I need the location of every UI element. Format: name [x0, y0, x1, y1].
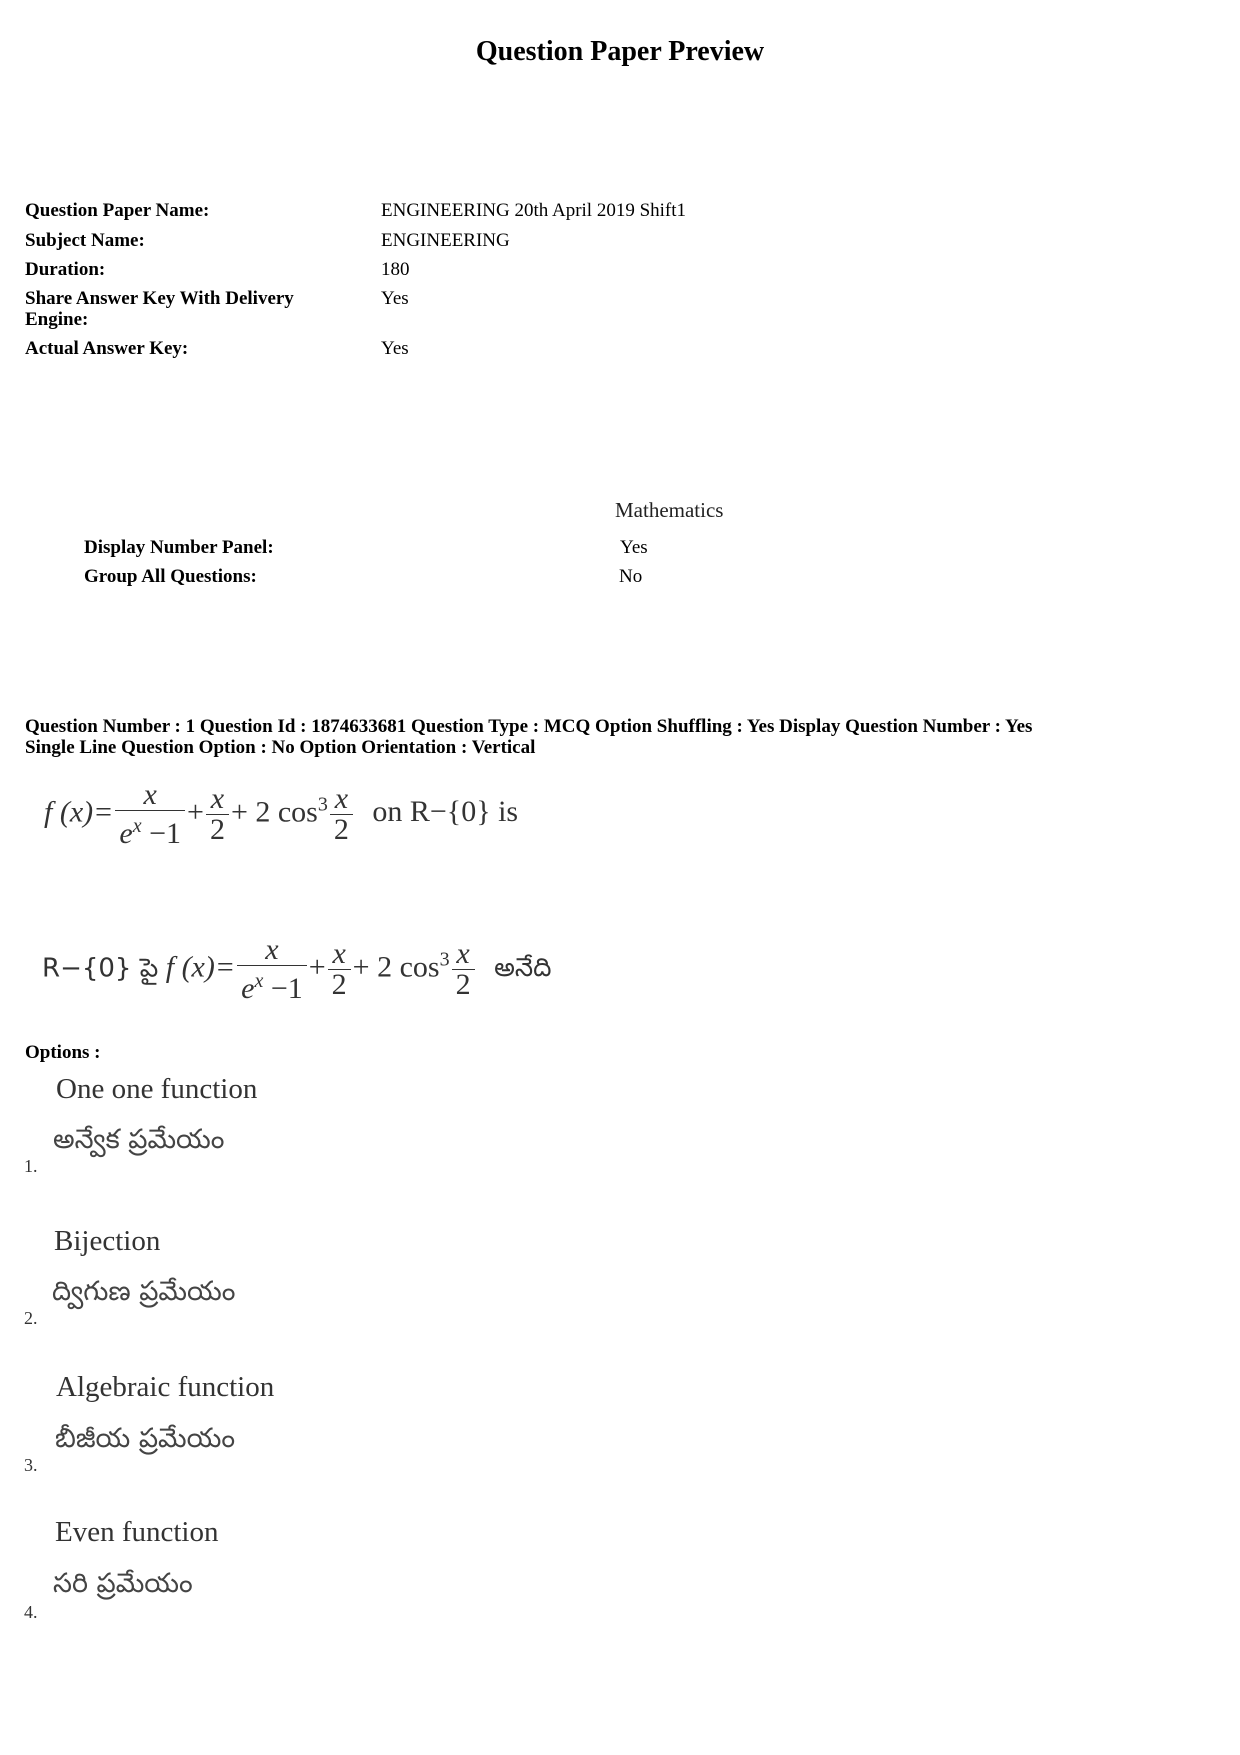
- section-name: Mathematics: [615, 498, 724, 522]
- fraction-3-denominator: 2: [333, 813, 349, 846]
- share-answer-key-value: Yes: [381, 288, 409, 309]
- telugu-fraction-1-numerator: x: [237, 935, 307, 966]
- option-3-telugu: బీజీయ ప్రమేయం: [55, 1423, 236, 1454]
- fraction-1: [115, 780, 185, 849]
- subject-name-value: ENGINEERING: [381, 230, 510, 251]
- paper-name-label: Question Paper Name:: [25, 200, 210, 221]
- subject-name-label: Subject Name:: [25, 230, 145, 251]
- telugu-fraction-3: [452, 939, 475, 1000]
- duration-label: Duration:: [25, 259, 106, 280]
- telugu-cube-exponent: 3: [439, 948, 450, 971]
- plus-sign: +: [187, 795, 204, 829]
- option-2-number: 2.: [24, 1308, 38, 1328]
- option-3-english: Algebraic function: [56, 1371, 275, 1403]
- fraction-1-denominator: $e^x -1$: [119, 815, 182, 850]
- telugu-fraction-2-denominator: 2: [331, 968, 347, 1001]
- telugu-cos-term: + 2 cos: [352, 950, 440, 984]
- group-all-questions-value: No: [619, 566, 643, 587]
- option-4-telugu: సరి ప్రమేయం: [53, 1568, 193, 1599]
- option-2-english: Bijection: [54, 1225, 161, 1257]
- telugu-fraction-3-numerator: x: [452, 939, 475, 970]
- telugu-fraction-1: [237, 935, 307, 1004]
- actual-answer-key-value: Yes: [381, 338, 409, 359]
- fraction-3-numerator: x: [330, 784, 353, 815]
- fraction-2-denominator: 2: [209, 813, 225, 846]
- option-4-english: Even function: [55, 1516, 219, 1548]
- telugu-plus-sign: +: [308, 950, 326, 984]
- formula-lhs: f (x)=: [44, 795, 114, 829]
- telugu-fraction-2: [328, 939, 351, 1000]
- telugu-fraction-3-denominator: 2: [455, 968, 471, 1001]
- display-number-panel-value: Yes: [620, 537, 648, 558]
- option-3-number: 3.: [24, 1455, 38, 1475]
- formula-tail: on R−{0} is: [372, 795, 519, 829]
- fraction-2-numerator: x: [206, 784, 229, 815]
- telugu-formula-lhs: f (x)=: [165, 950, 236, 984]
- telugu-tail: అనేది: [494, 953, 552, 984]
- duration-value: 180: [381, 259, 410, 280]
- page-title: Question Paper Preview: [475, 36, 765, 67]
- option-4-number: 4.: [24, 1602, 38, 1622]
- option-1-telugu: అన్వేక ప్రమేయం: [53, 1124, 225, 1155]
- telugu-fraction-2-numerator: x: [328, 939, 351, 970]
- cube-exponent: 3: [317, 793, 328, 816]
- question-info-line-2: Single Line Question Option : No Option Orientation : Vertical: [25, 737, 536, 758]
- fraction-2: [206, 784, 229, 845]
- options-label: Options :: [25, 1042, 101, 1063]
- display-number-panel-label: Display Number Panel:: [84, 537, 274, 558]
- question-telugu: [42, 935, 552, 1004]
- share-answer-key-label: Share Answer Key With Delivery Engine:: [25, 288, 294, 330]
- question-english: [44, 780, 518, 849]
- option-1-number: 1.: [24, 1156, 38, 1176]
- option-2-telugu: ద్విగుణ ప్రమేయం: [52, 1276, 236, 1307]
- question-info-line-1: Question Number : 1 Question Id : 1874633681 Question Type : MCQ Option Shuffling : Yes Display Question Number : Yes: [25, 716, 1033, 737]
- paper-name-value: ENGINEERING 20th April 2019 Shift1: [381, 200, 687, 221]
- telugu-head: R−{0} పై: [42, 953, 159, 984]
- telugu-fraction-1-denominator: $e^x -1$: [241, 970, 303, 1005]
- fraction-3: [330, 784, 353, 845]
- cos-term: + 2 cos: [230, 795, 318, 829]
- group-all-questions-label: Group All Questions:: [84, 566, 257, 587]
- actual-answer-key-label: Actual Answer Key:: [25, 338, 189, 359]
- fraction-1-numerator: x: [115, 780, 185, 811]
- option-1-english: One one function: [56, 1073, 258, 1105]
